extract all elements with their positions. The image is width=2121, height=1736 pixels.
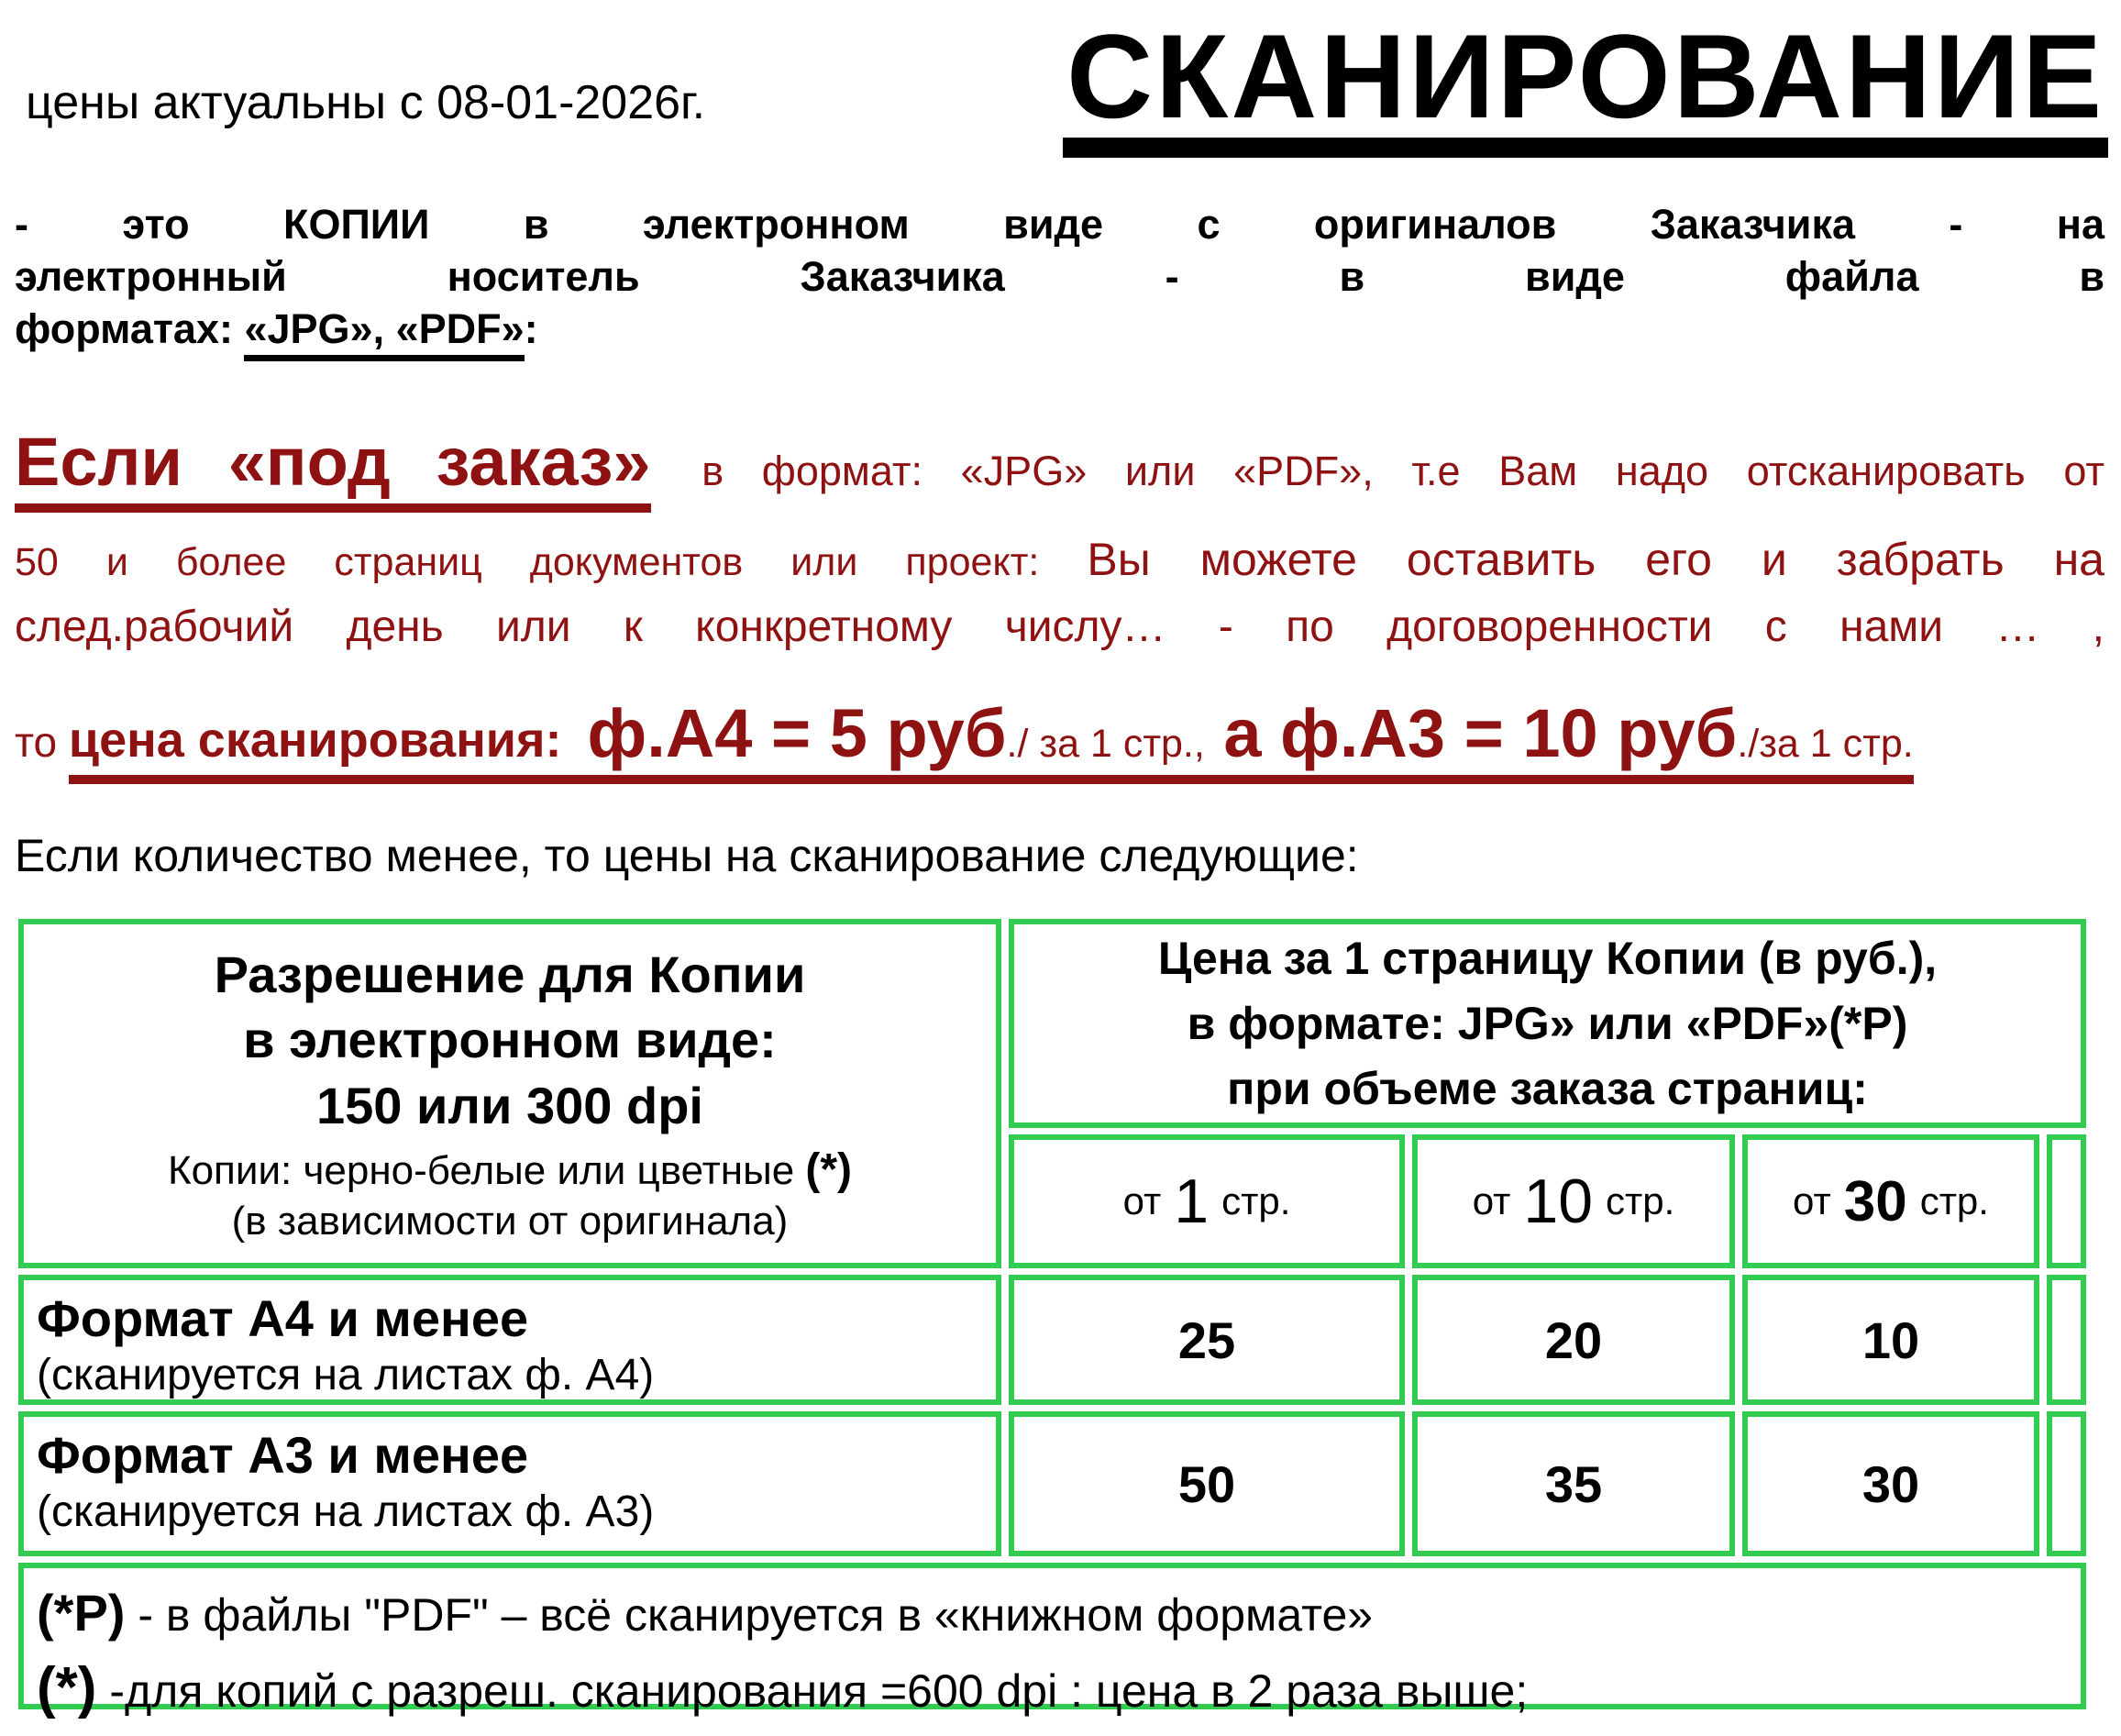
offer-line-2-small: 50 и более страниц документов или проект: xyxy=(15,540,1040,585)
resolution-header-line-3: 150 или 300 dpi xyxy=(316,1076,703,1134)
offer-line-1-rest: в формат: «JPG» или «PDF», т.е Вам надо отсканировать от xyxy=(701,448,2104,495)
qty-suffix: стр. xyxy=(1221,1179,1291,1222)
qty-column-from-30 xyxy=(1742,1134,2039,1268)
offer-line-2-large: Вы можете оставить его и забрать на xyxy=(1087,534,2104,586)
intro-line-3 xyxy=(15,303,2104,355)
offer-price-prefix: то xyxy=(15,718,58,767)
price-a4-big: ф.А4 = 5 руб xyxy=(587,695,1007,772)
qty-suffix: стр. xyxy=(1606,1179,1675,1222)
price-validity-date: цены актуальны с 08-01-2026г. xyxy=(26,76,706,129)
qty-number: 30 xyxy=(1843,1169,1907,1233)
page-title: СКАНИРОВАНИЕ xyxy=(1063,16,2108,158)
qty-number: 1 xyxy=(1174,1167,1210,1236)
empty-narrow-cell xyxy=(2047,1275,2086,1405)
copies-color-note xyxy=(168,1142,852,1199)
price-a3-from-10: 35 xyxy=(1412,1411,1735,1556)
price-header-line-1: Цена за 1 страницу Копии (в руб.), xyxy=(1157,932,1938,984)
qty-prefix: от xyxy=(1472,1179,1511,1222)
scan-price-label: цена сканирования: xyxy=(68,713,562,768)
price-a3-big: а ф.А3 = 10 руб xyxy=(1204,695,1738,772)
page-header xyxy=(0,0,2121,158)
footnote-600dpi-text: -для копий с разреш. сканирования =600 dpi : цена в 2 раза выше; xyxy=(96,1665,1529,1718)
price-a3-from-30: 30 xyxy=(1742,1411,2039,1556)
footnote-pdf xyxy=(37,1577,2070,1649)
qty-number: 10 xyxy=(1523,1167,1594,1236)
offer-price-underlined-group xyxy=(68,695,1914,784)
asterisk-mark: (*) xyxy=(805,1144,853,1194)
offer-line-3: след.рабочий день или к конкретному числу… - по договоренности с нами … , xyxy=(15,603,2104,652)
qty-suffix: стр. xyxy=(1919,1179,1989,1222)
price-header-line-2: в формате: JPG» или «PDF»(*Р) xyxy=(1187,997,1908,1049)
copies-color-note-text: Копии: черно-белые или цветные xyxy=(167,1147,806,1193)
offer-price-line xyxy=(15,688,2104,780)
price-a4-from-30: 10 xyxy=(1742,1275,2039,1405)
lesser-quantity-note: Если количество менее, то цены на сканирование следующие: xyxy=(15,830,1359,881)
price-a4-from-10: 20 xyxy=(1412,1275,1735,1405)
footnote-pdf-text: - в файлы "PDF" – всё сканируется в «книжном формате» xyxy=(125,1589,1374,1641)
intro-formats-suffix: : xyxy=(524,305,538,353)
footnote-600dpi xyxy=(37,1649,2070,1729)
qty-prefix: от xyxy=(1122,1179,1162,1222)
intro-formats-prefix: форматах: xyxy=(15,305,245,353)
price-a3-unit: ./за 1 стр. xyxy=(1737,722,1914,767)
footnote-pdf-mark: (*Р) xyxy=(37,1584,126,1642)
row-a4-title: Формат А4 и менее xyxy=(37,1289,529,1347)
intro-paragraph xyxy=(15,198,2104,355)
offer-line-2 xyxy=(15,525,2104,594)
empty-narrow-cell xyxy=(2047,1134,2086,1268)
row-a3-subtitle: (сканируется на листах ф. А3) xyxy=(37,1487,655,1537)
row-a3-label-cell xyxy=(18,1411,1001,1556)
resolution-header-line-1: Разрешение для Копии xyxy=(214,945,806,1004)
offer-line-1 xyxy=(15,424,2104,501)
custom-order-offer xyxy=(15,426,2104,780)
footnote-600dpi-mark: (*) xyxy=(37,1656,97,1720)
qty-column-from-10 xyxy=(1412,1134,1735,1268)
qty-prefix: от xyxy=(1793,1179,1831,1222)
price-a3-from-1: 50 xyxy=(1009,1411,1405,1556)
price-header-cell xyxy=(1009,919,2086,1128)
price-a4-from-1: 25 xyxy=(1009,1275,1405,1405)
scan-price-table xyxy=(18,919,2088,1720)
empty-narrow-cell xyxy=(2047,1411,2086,1556)
intro-line-2: электронный носитель Заказчика - в виде файла в xyxy=(15,253,2104,301)
resolution-header-line-2: в электронном виде: xyxy=(243,1011,777,1069)
depends-on-original-note: (в зависимости от оригинала) xyxy=(231,1199,789,1244)
row-a3-title: Формат А3 и менее xyxy=(37,1426,529,1484)
row-a4-label-cell xyxy=(18,1275,1001,1405)
price-a4-unit: ./ за 1 стр., xyxy=(1006,722,1205,767)
resolution-header-cell xyxy=(18,919,1001,1268)
intro-formats-underlined: «JPG», «PDF» xyxy=(244,305,524,361)
offer-lead-underlined: Если «под заказ» xyxy=(15,424,651,513)
intro-line-1: - это КОПИИ в электронном виде с оригиналов Заказчика - на xyxy=(15,201,2104,248)
qty-column-from-1 xyxy=(1009,1134,1405,1268)
row-a4-subtitle: (сканируется на листах ф. А4) xyxy=(37,1351,655,1400)
table-footnotes-cell xyxy=(18,1563,2086,1720)
price-header-line-3: при объеме заказа страниц: xyxy=(1227,1062,1868,1114)
